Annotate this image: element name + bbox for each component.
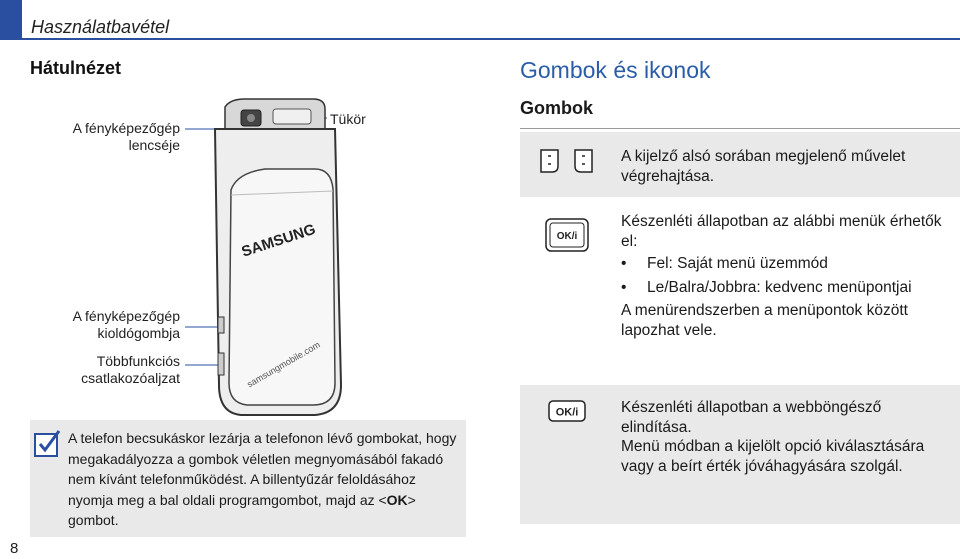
nav-intro: Készenléti állapotban az alábbi menük érhetők el: xyxy=(621,213,942,250)
ok-key-line2: Menü módban a kijelölt opció kiválasztására vagy a beírt érték jóváhagyására szolgál. xyxy=(621,438,925,475)
soft-keys-icon xyxy=(538,147,598,175)
list-item xyxy=(621,278,956,298)
header-rule xyxy=(22,38,960,40)
website-text: samsungmobile.com xyxy=(245,339,322,390)
header-accent-bar xyxy=(0,0,22,40)
subsection-rule xyxy=(520,128,960,129)
phone-back-illustration xyxy=(185,85,365,425)
ok-key-description xyxy=(621,398,956,476)
multifunction-jack-label: Többfunkciós csatlakozóaljzat xyxy=(81,353,180,386)
page-number: 8 xyxy=(10,540,19,557)
bullet-mark: • xyxy=(621,278,627,296)
ok-key-line1: Készenléti állapotban a webböngésző elindítása. xyxy=(621,399,882,436)
mirror-label: Tükör xyxy=(330,111,366,127)
note-text-part1: A telefon becsukáskor lezárja a telefonon lévő gombokat, hogy megakadályozza a gombok véletlen megnyomásából fakadó nem kívánt telefonműködést. A billentyűzár feloldásához nyomja meg a bal oldali programgombot, majd az < xyxy=(68,430,457,508)
soft-keys-description: A kijelző alsó sorában megjelenő művelet végrehajtása. xyxy=(621,148,906,185)
navigation-key-icon xyxy=(545,218,589,252)
note-text xyxy=(68,428,460,531)
back-view-title: Hátulnézet xyxy=(30,58,122,78)
bullet-mark: • xyxy=(621,255,627,272)
nav-bullet-down: Le/Balra/Jobbra: kedvenc menüpontjai xyxy=(647,278,912,296)
subsection-title: Gombok xyxy=(520,98,594,118)
navigation-key-description xyxy=(621,212,956,340)
nav-bullet-up: Fel: Saját menü üzemmód xyxy=(647,255,828,272)
note-ok-label: OK xyxy=(386,491,408,508)
nav-key-label: OK/i xyxy=(556,231,578,242)
note-text-part2: > gombot. xyxy=(68,491,416,528)
checkbox-note-icon xyxy=(33,428,63,458)
camera-lens-label: A fényképezőgép lencséje xyxy=(72,120,180,153)
chapter-title: Használatbavétel xyxy=(31,17,170,37)
camera-shutter-label: A fényképezőgép kioldógombja xyxy=(72,308,180,341)
brand-logo: SAMSUNG xyxy=(239,220,318,261)
section-title: Gombok és ikonok xyxy=(520,57,711,83)
ok-key-label: OK/i xyxy=(555,406,579,419)
list-item xyxy=(621,254,956,274)
nav-outro: A menürendszerben a menüpontok között lapozhat vele. xyxy=(621,302,908,339)
ok-key-icon xyxy=(548,400,586,422)
